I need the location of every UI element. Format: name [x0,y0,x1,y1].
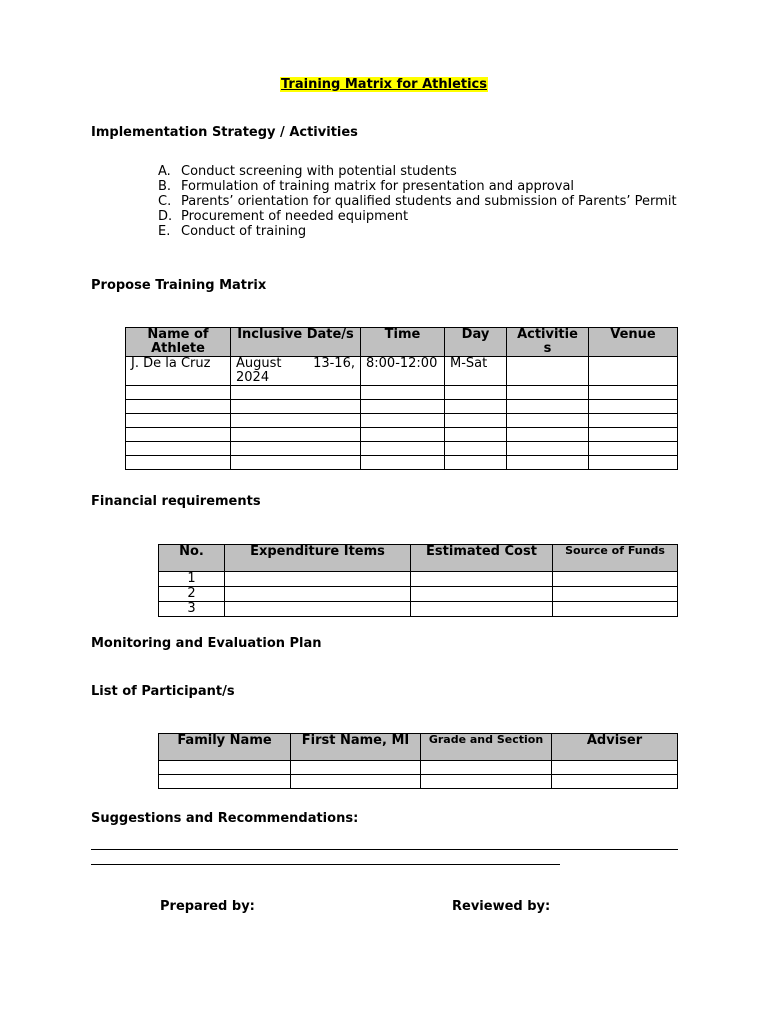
document-title: Training Matrix for Athletics [280,77,488,92]
col-source-header: Source of Funds [553,545,678,572]
table-header-row [159,734,678,761]
col-grade-header: Grade and Section [421,734,552,761]
col-date-header: Inclusive Date/s [231,328,361,357]
col-no-header: No. [159,545,225,572]
table-row: 3 [159,602,678,617]
col-family-header: Family Name [159,734,291,761]
list-item: B. Formulation of training matrix for presentation and approval [158,179,575,194]
col-activities-header: Activitie s [507,328,589,357]
table-header-row [126,328,678,357]
suggestions-heading: Suggestions and Recommendations: [91,811,359,826]
col-cost-header: Estimated Cost [411,545,553,572]
table-row [159,775,678,789]
table-row: 2 [159,587,678,602]
col-venue-header: Venue [589,328,678,357]
suggestions-line-1 [91,849,678,850]
training-matrix-table [125,327,678,470]
list-item: E. Conduct of training [158,224,307,239]
table-row [126,357,678,386]
financial-heading: Financial requirements [91,494,261,509]
training-matrix-heading: Propose Training Matrix [91,278,267,293]
col-first-header: First Name, MI [291,734,421,761]
col-day-header: Day [445,328,507,357]
table-row [126,414,678,428]
cell-name: J. De la Cruz [126,357,231,386]
cell-activities [507,357,589,386]
reviewed-by-label: Reviewed by: [452,899,551,914]
prepared-by-label: Prepared by: [160,899,255,914]
col-time-header: Time [361,328,445,357]
financial-table [158,544,678,617]
list-item: A. Conduct screening with potential students [158,164,457,179]
table-row [159,761,678,775]
table-row [126,456,678,470]
table-row [126,428,678,442]
participants-table [158,733,678,789]
implementation-list [158,164,678,239]
col-items-header: Expenditure Items [225,545,411,572]
col-adviser-header: Adviser [552,734,678,761]
col-name-header: Name of Athlete [126,328,231,357]
cell-time: 8:00-12:00 [361,357,445,386]
participants-heading: List of Participant/s [91,684,235,699]
table-row: 1 [159,572,678,587]
implementation-heading: Implementation Strategy / Activities [91,125,358,140]
monitoring-heading: Monitoring and Evaluation Plan [91,636,322,651]
table-row [126,400,678,414]
list-item: D. Procurement of needed equipment [158,209,409,224]
cell-venue [589,357,678,386]
cell-day: M-Sat [445,357,507,386]
table-header-row [159,545,678,572]
table-row [126,442,678,456]
table-row [126,386,678,400]
cell-date: August 13-16, 2024 [231,357,361,386]
suggestions-line-2 [91,864,560,865]
list-item: C. Parents’ orientation for qualified students and submission of Parents’ Permit [158,194,677,209]
